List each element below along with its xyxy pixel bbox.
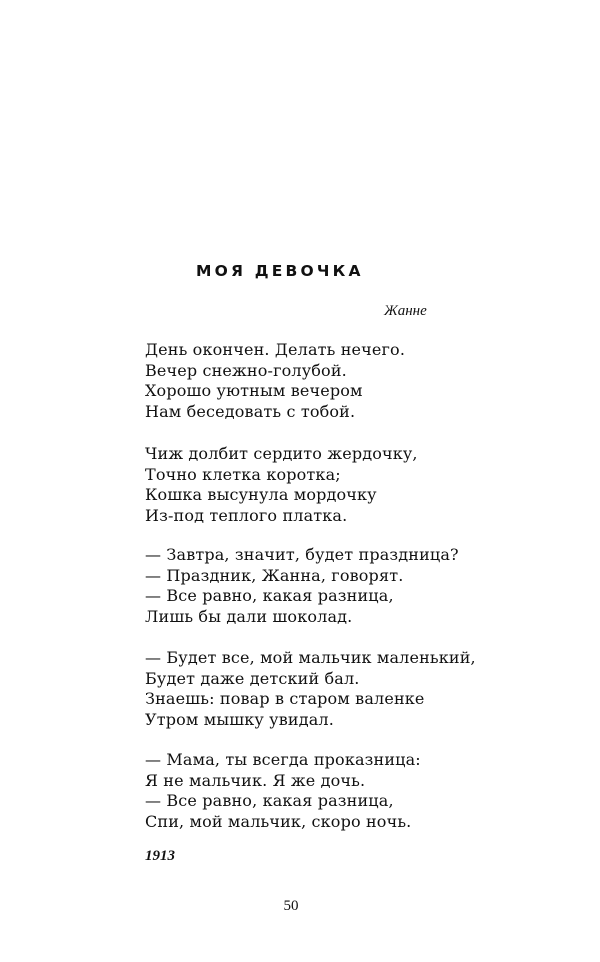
poem-line: Знаешь: повар в старом валенке xyxy=(145,689,425,708)
poem-line: Я не мальчик. Я же дочь. xyxy=(145,770,366,790)
poem-year: 1913 xyxy=(145,848,175,864)
poem-line: Точно клетка коротка; xyxy=(145,464,341,484)
poem-line: — Все равно, какая разница, xyxy=(145,586,394,605)
poem-line: Кошка высунула мордочку xyxy=(145,485,377,504)
poem-line: Чиж долбит сердито жердочку, xyxy=(145,444,418,463)
poem-line: Спи, мой мальчик, скоро ночь. xyxy=(145,811,412,831)
stanza-2 xyxy=(145,444,418,526)
poem-dedication: Жанне xyxy=(384,303,427,319)
stanza-5 xyxy=(145,750,421,832)
stanza-1 xyxy=(145,340,405,422)
stanza-4 xyxy=(145,648,476,730)
poem-line: Из-под теплого платка. xyxy=(145,505,348,525)
poem-line: — Все равно, какая разница, xyxy=(145,791,394,810)
stanza-3 xyxy=(145,545,459,627)
poem-line: Утром мышку увидал. xyxy=(145,709,334,729)
page-number: 50 xyxy=(283,898,299,914)
poem-line: — Мама, ты всегда проказница: xyxy=(145,750,421,769)
poem-line: — Завтра, значит, будет праздница? xyxy=(145,545,459,564)
poem-line: Хорошо уютным вечером xyxy=(145,381,363,400)
poem-line: День окончен. Делать нечего. xyxy=(145,340,406,359)
poem-line: Нам беседовать с тобой. xyxy=(145,401,356,421)
poem-line: — Праздник, Жанна, говорят. xyxy=(145,565,404,585)
poem-line: Лишь бы дали шоколад. xyxy=(145,606,353,626)
poem-line: Будет даже детский бал. xyxy=(145,668,360,688)
poem-title: МОЯ ДЕВОЧКА xyxy=(196,262,364,280)
poem-line: Вечер снежно-голубой. xyxy=(145,360,347,380)
poem-line: — Будет все, мой мальчик маленький, xyxy=(145,648,476,667)
